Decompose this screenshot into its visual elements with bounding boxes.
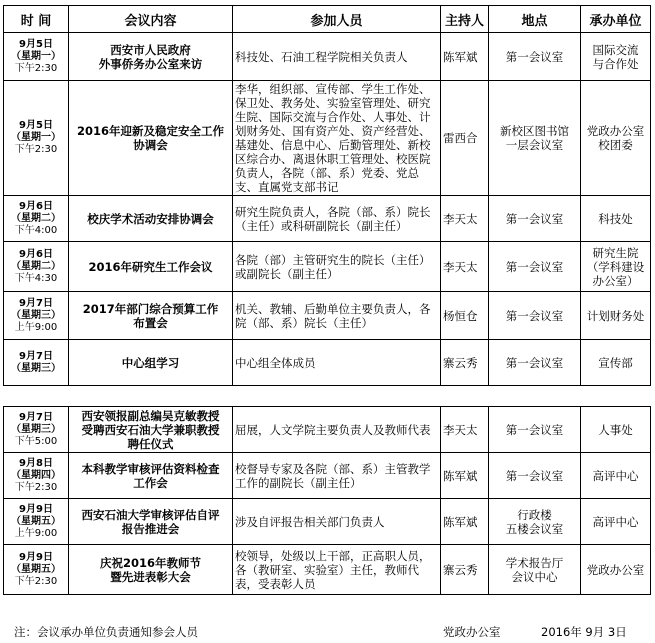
organizer-cell: 党政办公室 <box>581 545 651 595</box>
time-cell <box>4 453 69 499</box>
time-cell <box>4 499 69 545</box>
date-label: 9月9日 <box>19 551 53 563</box>
place-cell: 行政楼 五楼会议室 <box>489 499 581 545</box>
date-label: 9月9日 <box>19 503 53 515</box>
attendees-cell: 机关、教辅、后勤单位主要负责人，各院（部、系）院长（主任） <box>233 292 441 340</box>
header-attendees: 参加人员 <box>233 6 441 33</box>
date-label: 9月7日 <box>19 297 53 309</box>
attendees-cell: 校督导专家及各院（部、系）主管教学工作的副院长（副主任） <box>233 453 441 499</box>
attendees-cell: 校领导，处级以上干部，正高职人员，各（教研室、实验室）主任，教师代表，受表彰人员 <box>233 545 441 595</box>
place-cell: 第一会议室 <box>489 292 581 340</box>
time-label: 下午2:30 <box>14 144 58 155</box>
weekday-label: （星期三） <box>11 309 61 321</box>
place-cell: 第一会议室 <box>489 453 581 499</box>
place-cell: 第一会议室 <box>489 196 581 242</box>
table-row <box>4 407 651 453</box>
table-row <box>4 196 651 242</box>
meeting-cell: 西安市人民政府 外事侨务办公室来访 <box>69 33 233 81</box>
weekday-label: （星期一） <box>11 50 61 62</box>
host-cell: 寨云秀 <box>441 340 489 386</box>
table-row <box>4 33 651 81</box>
schedule-table-page-2 <box>3 406 651 595</box>
attendees-cell: 研究生院负责人，各院（部、系）院长（主任）或科研副院长（副主任） <box>233 196 441 242</box>
organizer-cell: 科技处 <box>581 196 651 242</box>
time-cell <box>4 407 69 453</box>
place-cell: 新校区图书馆 一层会议室 <box>489 81 581 196</box>
weekday-label: （星期二） <box>11 260 61 272</box>
date-label: 9月7日 <box>19 411 53 423</box>
place-cell: 第一会议室 <box>489 242 581 292</box>
time-label: 上午9:00 <box>14 321 58 333</box>
meeting-cell: 西安石油大学审核评估自评 报告推进会 <box>69 499 233 545</box>
organizer-cell: 党政办公室 校团委 <box>581 81 651 196</box>
date-label: 9月8日 <box>19 457 53 469</box>
table-row <box>4 499 651 545</box>
date-label: 9月5日 <box>19 120 53 131</box>
schedule-table-page-1 <box>3 5 651 386</box>
footer-date: 2016年 9月 3日 <box>541 625 627 639</box>
date-label: 9月5日 <box>19 38 53 50</box>
organizer-cell: 高评中心 <box>581 453 651 499</box>
header-place: 地点 <box>489 6 581 33</box>
date-label: 9月6日 <box>19 200 53 212</box>
organizer-cell: 人事处 <box>581 407 651 453</box>
weekday-label: （星期四） <box>11 469 61 481</box>
footer-organization: 党政办公室 <box>443 625 501 639</box>
time-label: 下午2:30 <box>14 575 58 587</box>
attendees-cell: 涉及自评报告相关部门负责人 <box>233 499 441 545</box>
attendees-cell: 各院（部）主管研究生的院长（主任）或副院长（副主任） <box>233 242 441 292</box>
header-meeting: 会议内容 <box>69 6 233 33</box>
weekday-label: （星期二） <box>11 212 61 224</box>
place-cell: 第一会议室 <box>489 340 581 386</box>
table-row <box>4 242 651 292</box>
time-label: 下午4:30 <box>14 272 58 284</box>
place-cell: 第一会议室 <box>489 33 581 81</box>
host-cell: 陈军斌 <box>441 499 489 545</box>
organizer-cell: 计划财务处 <box>581 292 651 340</box>
weekday-label: （星期五） <box>11 563 61 575</box>
host-cell: 陈军斌 <box>441 453 489 499</box>
table-row <box>4 545 651 595</box>
header-org: 承办单位 <box>581 6 651 33</box>
meeting-cell: 2016年迎新及稳定安全工作 协调会 <box>69 81 233 196</box>
table-row <box>4 81 651 196</box>
weekday-label: （星期五） <box>11 515 61 527</box>
meeting-cell: 中心组学习 <box>69 340 233 386</box>
attendees-cell: 李华，组织部、宣传部、学生工作处、保卫处、教务处、实验室管理处、研究生院、国际交流与合作处、人事处、计划财务处、国有资产处、资产经营处、基建处、信息中心、后勤管理处、新校区综合办、离退休职工管理处、校医院负责人，各院（部、系）党委、党总支、直属党支部书记 <box>233 81 441 196</box>
table-header-row <box>4 6 651 33</box>
meeting-cell: 校庆学术活动安排协调会 <box>69 196 233 242</box>
time-cell <box>4 33 69 81</box>
time-label: 下午2:30 <box>14 62 58 74</box>
time-label: 下午2:30 <box>14 481 58 493</box>
organizer-cell: 宣传部 <box>581 340 651 386</box>
time-label: 上午9:00 <box>14 527 58 539</box>
footer-note: 注：会议承办单位负责通知参会人员 <box>14 625 198 639</box>
date-label: 9月7日 <box>19 350 53 362</box>
meeting-cell: 2017年部门综合预算工作 布置会 <box>69 292 233 340</box>
meeting-cell: 庆祝2016年教师节 暨先进表彰大会 <box>69 545 233 595</box>
table-row <box>4 292 651 340</box>
time-label: 下午4:00 <box>14 224 58 236</box>
header-host: 主持人 <box>441 6 489 33</box>
host-cell: 杨恒仓 <box>441 292 489 340</box>
time-cell <box>4 340 69 386</box>
host-cell: 李天太 <box>441 407 489 453</box>
table-row <box>4 453 651 499</box>
organizer-cell: 研究生院 （学科建设 办公室） <box>581 242 651 292</box>
weekday-label: （星期三） <box>11 423 61 435</box>
meeting-cell: 本科教学审核评估资料检查 工作会 <box>69 453 233 499</box>
organizer-cell: 高评中心 <box>581 499 651 545</box>
host-cell: 雷西合 <box>441 81 489 196</box>
host-cell: 李天太 <box>441 196 489 242</box>
header-time: 时 间 <box>4 6 69 33</box>
meeting-cell: 西安领报副总编吴克敏教授 受聘西安石油大学兼职教授 聘任仪式 <box>69 407 233 453</box>
time-cell <box>4 196 69 242</box>
table-row <box>4 340 651 386</box>
place-cell: 学术报告厅 会议中心 <box>489 545 581 595</box>
place-cell: 第一会议室 <box>489 407 581 453</box>
host-cell: 陈军斌 <box>441 33 489 81</box>
attendees-cell: 中心组全体成员 <box>233 340 441 386</box>
attendees-cell: 屈展，人文学院主要负责人及教师代表 <box>233 407 441 453</box>
host-cell: 李天太 <box>441 242 489 292</box>
attendees-cell: 科技处、石油工程学院相关负责人 <box>233 33 441 81</box>
weekday-label: （星期三） <box>11 362 61 374</box>
weekday-label: （星期一） <box>11 132 61 143</box>
time-cell <box>4 545 69 595</box>
time-cell <box>4 81 69 196</box>
time-cell <box>4 242 69 292</box>
meeting-cell: 2016年研究生工作会议 <box>69 242 233 292</box>
organizer-cell: 国际交流 与合作处 <box>581 33 651 81</box>
host-cell: 寨云秀 <box>441 545 489 595</box>
time-label: 下午5:00 <box>14 435 58 447</box>
date-label: 9月6日 <box>19 248 53 260</box>
time-cell <box>4 292 69 340</box>
